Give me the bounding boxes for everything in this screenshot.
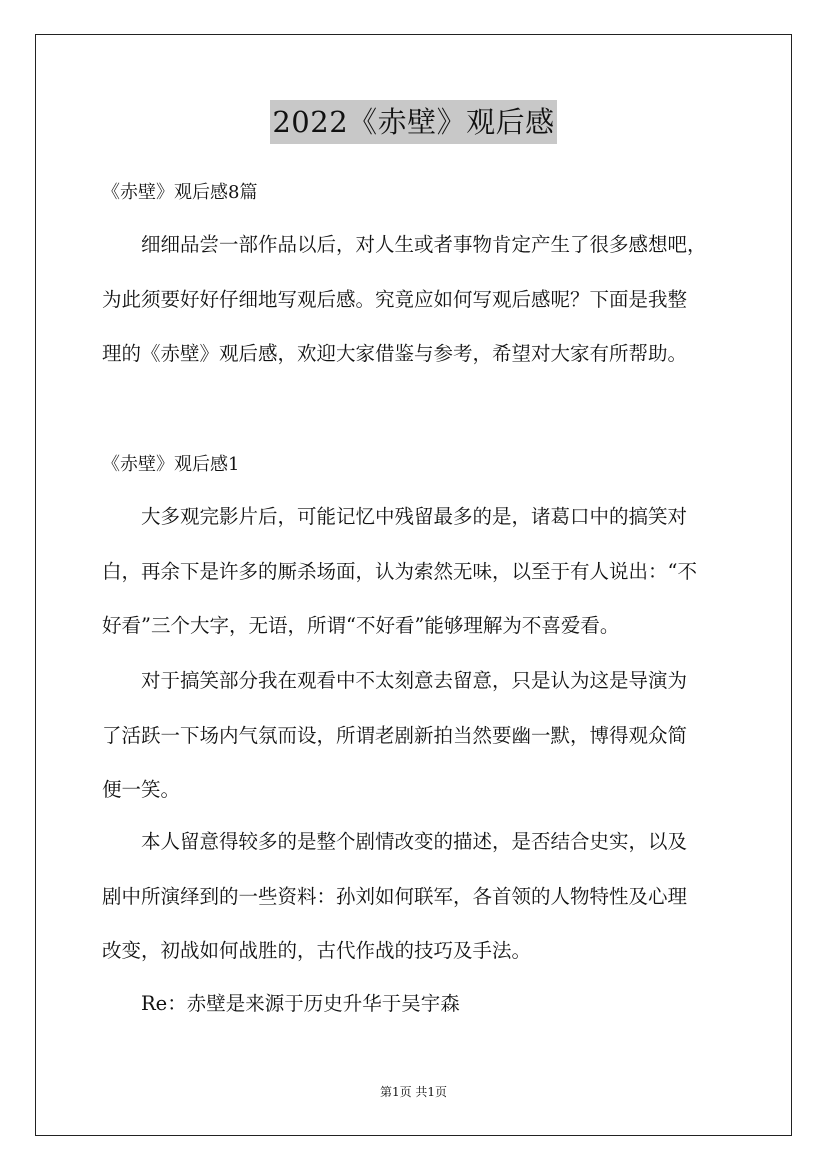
section1-p2-line-1: 对于搞笑部分我在观看中不太刻意去留意，只是认为这是导演为 [141, 669, 688, 692]
section1-heading: 《赤壁》观后感1 [102, 454, 240, 475]
section1-p1-line-2: 白，再余下是许多的厮杀场面，认为索然无味，以至于有人说出：“不 [102, 559, 697, 583]
section1-p3-line-2: 剧中所演绎到的一些资料：孙刘如何联军，各首领的人物特性及心理 [102, 884, 688, 908]
section1-p2-line-2: 了活跃一下场内气氛而设，所谓老剧新拍当然要幽一默，博得观众简 [102, 723, 688, 747]
document-subtitle: 《赤壁》观后感8篇 [102, 182, 258, 203]
section1-p3-line-1: 本人留意得较多的是整个剧情改变的描述，是否结合史实，以及 [141, 830, 688, 853]
document-title: 2022《赤壁》观后感 [270, 100, 556, 144]
page-footer: 第1页 共1页 [379, 1085, 448, 1099]
intro-paragraph [102, 218, 729, 382]
intro-line-3: 理的《赤壁》观后感，欢迎大家借鉴与参考，希望对大家有所帮助。 [102, 342, 688, 365]
intro-line-2: 为此须要好好仔细地写观后感。究竟应如何写观后感呢？下面是我整 [102, 287, 688, 311]
section1-p3-line-3: 改变，初战如何战胜的，古代作战的技巧及手法。 [102, 939, 532, 962]
section1-paragraph-2 [102, 654, 729, 818]
section1-p1-line-1: 大多观完影片后，可能记忆中残留最多的是，诸葛口中的搞笑对 [141, 505, 688, 528]
section1-paragraph-4 [102, 977, 729, 1032]
section1-p2-line-3: 便一笑。 [102, 778, 181, 801]
section1-p4-line-1: Re：赤壁是来源于历史升华于吴宇森 [141, 992, 460, 1015]
title-container [0, 100, 827, 144]
intro-line-1: 细细品尝一部作品以后，对人生或者事物肯定产生了很多感想吧， [141, 233, 707, 256]
section1-paragraph-3 [102, 815, 729, 979]
section1-paragraph-1 [102, 490, 729, 654]
section1-p1-line-3: 好看”三个大字，无语，所谓“不好看”能够理解为不喜爱看。 [102, 614, 620, 637]
